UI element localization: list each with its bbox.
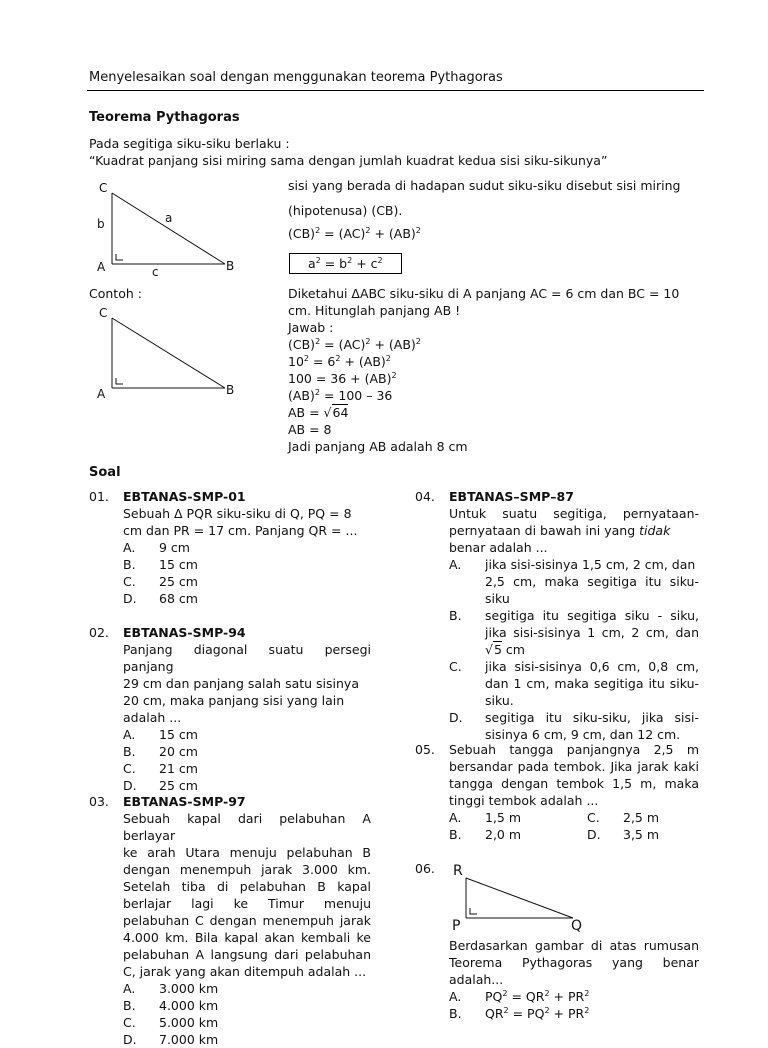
example-solution: [288, 285, 693, 455]
label-R: R: [453, 863, 463, 879]
side-CB: [112, 318, 225, 388]
question-text: Setelah tiba di pelabuhan B kapal: [123, 879, 371, 894]
question-05: [415, 741, 700, 851]
answer-label: Jawab :: [288, 320, 334, 335]
question-06: [415, 860, 700, 1024]
question-text: tangga dengan tembok 1,5 m, maka: [449, 776, 699, 791]
question-text: benar adalah ...: [449, 540, 548, 555]
right-angle-mark: [470, 908, 477, 914]
question-02: [89, 624, 374, 793]
option-c-letter[interactable]: C.: [587, 810, 600, 825]
question-text: pernyataan di bawah ini yang tidak: [449, 523, 671, 538]
option-a[interactable]: A. $PQ^2 = QR^2 + PR^2$: [449, 989, 590, 1004]
question-number: 05.: [415, 742, 435, 757]
option-b[interactable]: B. segitiga itu segitiga siku - siku, jika sisi-sisinya 1 cm, 2 cm, dan √5 cm: [449, 608, 699, 657]
question-text: Panjang diagonal suatu persegi panjang: [123, 642, 371, 674]
label-A: A: [97, 387, 106, 401]
triangle-diagram-2: [88, 302, 248, 402]
question-text: bersandar pada tembok. Jika jarak kaki: [449, 759, 699, 774]
question-text: adalah...: [449, 972, 504, 987]
triangle-diagram-pqr: [445, 860, 605, 936]
hypotenuse-text-2: (hipotenusa) (CB).: [288, 203, 403, 218]
question-text: pelabuhan C dengan menempuh jarak: [123, 913, 371, 928]
step-6: AB = 8: [288, 422, 332, 437]
section-title: Teorema Pythagoras: [89, 110, 240, 125]
option-d[interactable]: D. 25 cm: [123, 778, 198, 793]
label-C: C: [99, 181, 108, 195]
option-c[interactable]: C. 21 cm: [123, 761, 198, 776]
question-number: 01.: [89, 489, 109, 504]
question-text: 20 cm, maka panjang sisi yang lain: [123, 693, 345, 708]
pythagoras-formula: (CB)$^2$ = (AC)$^2$ + (AB)$^2$: [288, 226, 421, 241]
question-03: [89, 793, 374, 1047]
side-a: [112, 193, 225, 264]
side-RQ: [466, 878, 573, 918]
page-header: Menyelesaikan soal dengan menggunakan teorema Pythagoras: [89, 70, 503, 85]
option-c[interactable]: C. 5.000 km: [123, 1015, 219, 1030]
option-row-1: [449, 809, 699, 826]
question-number: 04.: [415, 489, 435, 504]
soal-title: Soal: [89, 465, 121, 480]
question-text: adalah ...: [123, 710, 182, 725]
option-a-value[interactable]: 1,5 m: [485, 810, 522, 825]
example-problem-1: Diketahui ΔABC siku-siku di A panjang AC = 6 cm dan BC = 10: [288, 286, 680, 301]
option-d-letter[interactable]: D.: [587, 827, 601, 842]
question-text: Sebuah kapal dari pelabuhan A berlayar: [123, 811, 371, 843]
option-d[interactable]: D. segitiga itu siku-siku, jika sisi- sisinya 6 cm, 9 cm, dan 12 cm.: [449, 710, 699, 742]
option-d-value[interactable]: 3,5 m: [623, 827, 660, 842]
step-2: $10^2 = 6^2 + (AB)^2$: [288, 354, 391, 369]
header-rule: [87, 90, 704, 91]
label-B: B: [226, 383, 235, 397]
question-text: berlajar lagi ke Timur menuju: [123, 896, 371, 911]
label-P: P: [452, 918, 461, 934]
example-label: Contoh :: [89, 286, 142, 301]
question-number: 02.: [89, 625, 109, 640]
question-text: Sebuah tangga panjangnya 2,5 m: [449, 742, 699, 757]
step-3: 100 = 36 + (AB)$^2$: [288, 371, 397, 386]
intro-line-1: Pada segitiga siku-siku berlaku :: [89, 136, 290, 151]
step-1: (CB)$^2$ = (AC)$^2$ + (AB)$^2$: [288, 337, 421, 352]
question-01: [89, 488, 374, 608]
boxed-formula: $a^2 = b^2 + c^2$: [289, 253, 402, 274]
question-text: Teorema Pythagoras yang benar: [449, 955, 699, 970]
question-text: Berdasarkan gambar di atas rumusan: [449, 938, 699, 953]
conclusion: Jadi panjang AB adalah 8 cm: [288, 439, 468, 454]
label-b: b: [97, 217, 105, 231]
option-b-letter[interactable]: B.: [449, 827, 462, 842]
option-c[interactable]: C. jika sisi-sisinya 0,6 cm, 0,8 cm, dan 1 cm, maka segitiga itu siku- siku.: [449, 659, 699, 708]
question-text: Sebuah Δ PQR siku-siku di Q, PQ = 8: [123, 506, 352, 521]
intro-line-2: “Kuadrat panjang sisi miring sama dengan jumlah kuadrat kedua sisi siku-sikunya”: [89, 153, 608, 168]
option-b[interactable]: B. 15 cm: [123, 557, 198, 572]
question-text: pelabuhan A langsung dari pelabuhan: [123, 947, 371, 962]
right-angle-mark: [116, 254, 123, 260]
label-c: c: [152, 265, 159, 279]
option-b[interactable]: B. 20 cm: [123, 744, 198, 759]
question-04: [415, 488, 700, 742]
label-A: A: [97, 260, 106, 274]
example-problem-2: cm. Hitunglah panjang AB !: [288, 303, 461, 318]
option-b[interactable]: B. $QR^2 = PQ^2 + PR^2$: [449, 1006, 590, 1021]
step-5: AB = √64: [288, 405, 349, 420]
option-b-value[interactable]: 2,0 m: [485, 827, 522, 842]
question-source: EBTANAS–SMP–87: [449, 489, 574, 504]
option-a[interactable]: A. 15 cm: [123, 727, 198, 742]
question-text: Untuk suatu segitiga, pernyataan-: [449, 506, 699, 521]
question-source: EBTANAS-SMP-97: [123, 794, 246, 809]
option-c-value[interactable]: 2,5 m: [623, 810, 660, 825]
question-source: EBTANAS-SMP-94: [123, 625, 246, 640]
right-angle-mark: [116, 378, 123, 384]
question-text: C, jarak yang akan ditempuh adalah ...: [123, 964, 367, 979]
question-text: cm dan PR = 17 cm. Panjang QR = ...: [123, 523, 358, 538]
option-a[interactable]: A. 3.000 km: [123, 981, 219, 996]
option-d[interactable]: D. 7.000 km: [123, 1032, 219, 1047]
question-text: dengan menempuh jarak 3.000 km.: [123, 862, 371, 877]
question-number: 06.: [415, 861, 435, 876]
question-text: 4.000 km. Bila kapal akan kembali ke: [123, 930, 371, 945]
question-text: ke arah Utara menuju pelabuhan B: [123, 845, 371, 860]
option-c[interactable]: C. 25 cm: [123, 574, 198, 589]
question-source: EBTANAS-SMP-01: [123, 489, 246, 504]
option-d[interactable]: D. 68 cm: [123, 591, 198, 606]
emphasis-tidak: tidak: [639, 523, 671, 538]
option-b[interactable]: B. 4.000 km: [123, 998, 219, 1013]
question-text: tinggi tembok adalah ...: [449, 793, 599, 808]
option-a-letter[interactable]: A.: [449, 810, 462, 825]
question-number: 03.: [89, 794, 109, 809]
label-a: a: [165, 211, 173, 225]
option-row-2: [449, 826, 699, 843]
label-C: C: [99, 306, 108, 320]
option-a[interactable]: A. jika sisi-sisinya 1,5 cm, 2 cm, dan 2,5 cm, maka segitiga itu siku-siku: [449, 557, 699, 606]
option-a[interactable]: A. 9 cm: [123, 540, 190, 555]
step-4: (AB)$^2$ = 100 – 36: [288, 388, 393, 403]
hypotenuse-text-1: sisi yang berada di hadapan sudut siku-siku disebut sisi miring: [288, 178, 681, 193]
label-Q: Q: [571, 918, 583, 934]
triangle-diagram-1: [88, 176, 248, 284]
label-B: B: [226, 259, 235, 273]
question-text: 29 cm dan panjang salah satu sisinya: [123, 676, 359, 691]
